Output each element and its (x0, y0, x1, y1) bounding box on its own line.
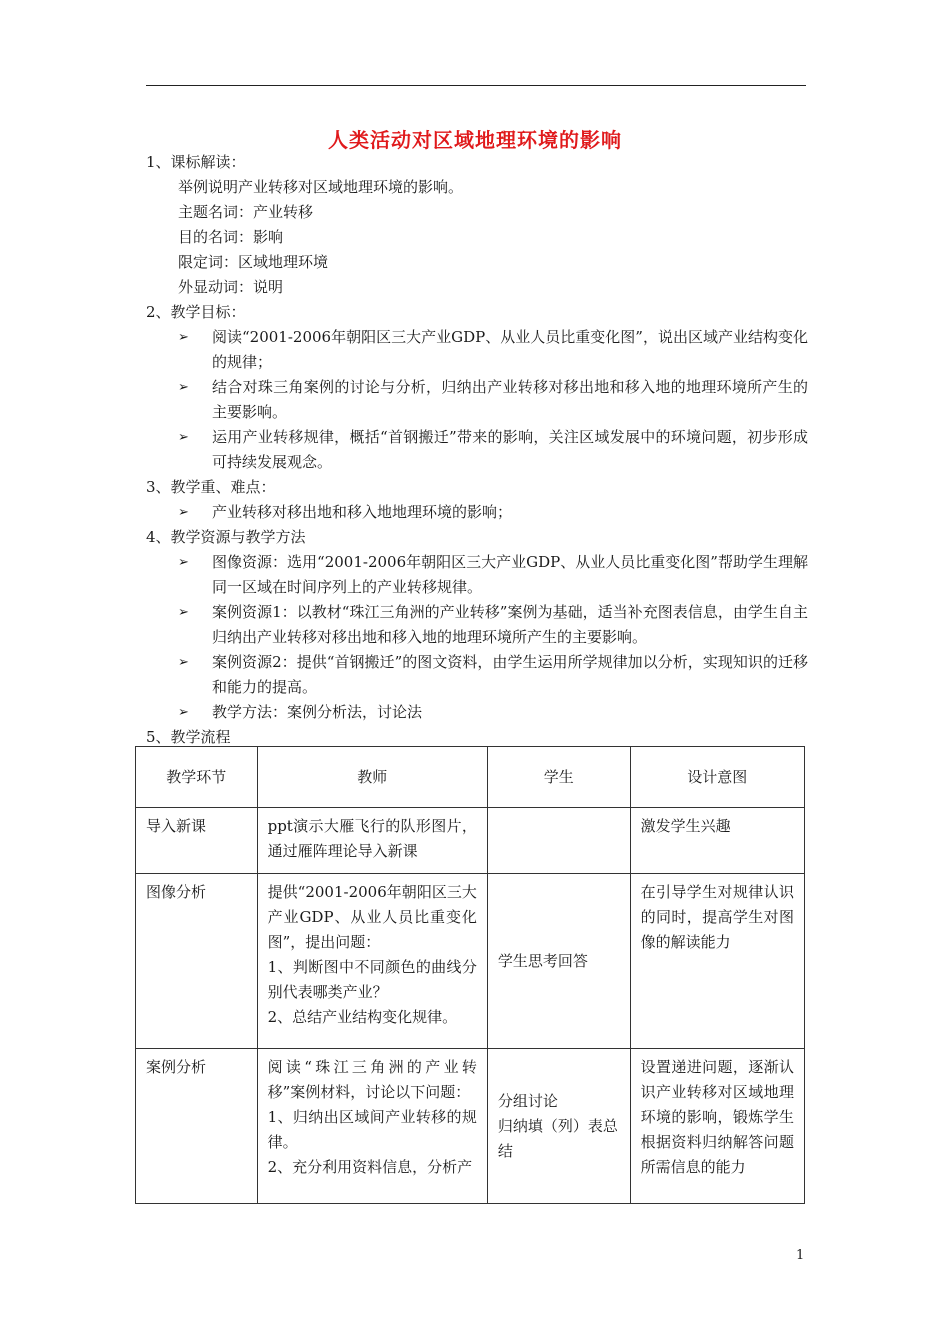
table-header-row (136, 747, 805, 808)
column-header: 教师 (257, 747, 487, 808)
arrow-bullet-icon: ➢ (178, 705, 189, 720)
intent-cell: 设置递进问题，逐渐认识产业转移对区域地理环境的影响，锻炼学生根据资料归纳解答问题所需信息的能力 (630, 1049, 804, 1204)
arrow-bullet-icon: ➢ (178, 555, 189, 570)
section-1-line: 目的名词：影响 (178, 228, 284, 246)
arrow-bullet-icon: ➢ (178, 430, 189, 445)
teacher-text: 2、充分利用资料信息，分析产 (267, 1158, 473, 1176)
teacher-text: 提供“2001-2006年朝阳区三大产业GDP、从业人员比重变化图”，提出问题： (267, 883, 477, 951)
teacher-text: 阅读“珠江三角洲的产业转移”案例材料，讨论以下问题： (267, 1058, 477, 1101)
bullet-text: 案例资源2：提供“首钢搬迁”的图文资料，由学生运用所学规律加以分析，实现知识的迁移和能力的提高。 (212, 653, 808, 696)
teacher-text: 1、判断图中不同颜色的曲线分别代表哪类产业？ (267, 958, 477, 1001)
bullet-text: 教学方法：案例分析法，讨论法 (212, 703, 423, 721)
section-1-line: 限定词：区域地理环境 (178, 253, 329, 271)
column-header: 设计意图 (630, 747, 804, 808)
section-2-heading: 2、教学目标： (146, 303, 246, 321)
arrow-bullet-icon: ➢ (178, 330, 189, 345)
arrow-bullet-icon: ➢ (178, 605, 189, 620)
arrow-bullet-icon: ➢ (178, 380, 189, 395)
bullet-text: 图像资源：选用“2001-2006年朝阳区三大产业GDP、从业人员比重变化图”帮助学生理解同一区域在时间序列上的产业转移规律。 (212, 553, 808, 596)
teacher-cell (257, 1049, 487, 1204)
student-text: 学生思考回答 (497, 951, 588, 970)
bullet-text: 结合对珠三角案例的讨论与分析，归纳出产业转移对移出地和移入地的地理环境所产生的主要影响。 (212, 378, 808, 421)
bullet-item (146, 600, 808, 650)
table-row (136, 874, 805, 1049)
section-1-line: 主题名词：产业转移 (178, 203, 314, 221)
bullet-item (146, 500, 808, 525)
section-5-heading: 5、教学流程 (146, 728, 231, 746)
section-1-line: 举例说明产业转移对区域地理环境的影响。 (178, 178, 464, 196)
section-4-heading: 4、教学资源与教学方法 (146, 528, 306, 546)
stage-cell: 图像分析 (136, 874, 258, 1049)
bullet-item (146, 700, 808, 725)
section-3-heading: 3、教学重、难点： (146, 478, 276, 496)
document-body (146, 150, 808, 750)
teacher-text: ppt演示大雁飞行的队形图片，通过雁阵理论导入新课 (267, 817, 477, 860)
student-cell (487, 874, 630, 1049)
teacher-cell (257, 808, 487, 874)
bullet-text: 案例资源1：以教材“珠江三角洲的产业转移”案例为基础，适当补充图表信息，由学生自主归纳出产业转移对移出地和移入地的地理环境所产生的主要影响。 (212, 603, 808, 646)
bullet-text: 运用产业转移规律，概括“首钢搬迁”带来的影响，关注区域发展中的环境问题，初步形成可持续发展观念。 (212, 428, 808, 471)
bullet-item (146, 550, 808, 600)
intent-cell: 激发学生兴趣 (630, 808, 804, 874)
student-text: 归纳填（列）表总结 (497, 1116, 618, 1160)
bullet-text: 阅读“2001-2006年朝阳区三大产业GDP、从业人员比重变化图”，说出区域产业结构变化的规律； (212, 328, 808, 371)
teacher-text: 2、总结产业结构变化规律。 (267, 1008, 458, 1026)
table-row (136, 808, 805, 874)
column-header: 学生 (487, 747, 630, 808)
header-rule (146, 85, 806, 86)
page-number: 1 (796, 1248, 805, 1263)
stage-cell: 案例分析 (136, 1049, 258, 1204)
teacher-cell (257, 874, 487, 1049)
stage-cell: 导入新课 (136, 808, 258, 874)
bullet-item (146, 375, 808, 425)
arrow-bullet-icon: ➢ (178, 655, 189, 670)
bullet-item (146, 650, 808, 700)
student-cell (487, 808, 630, 874)
bullet-item (146, 325, 808, 375)
section-1-heading: 1、课标解读： (146, 153, 246, 171)
student-text: 分组讨论 (497, 1091, 558, 1110)
intent-cell: 在引导学生对规律认识的同时，提高学生对图像的解读能力 (630, 874, 804, 1049)
bullet-text: 产业转移对移出地和移入地地理环境的影响； (212, 503, 513, 521)
teaching-flow-table (135, 746, 805, 1204)
teacher-text: 1、归纳出区域间产业转移的规律。 (267, 1108, 477, 1151)
student-cell (487, 1049, 630, 1204)
column-header: 教学环节 (136, 747, 258, 808)
section-1-line: 外显动词：说明 (178, 278, 284, 296)
document-title: 人类活动对区域地理环境的影响 (328, 128, 622, 152)
bullet-item (146, 425, 808, 475)
table-row (136, 1049, 805, 1204)
arrow-bullet-icon: ➢ (178, 505, 189, 520)
